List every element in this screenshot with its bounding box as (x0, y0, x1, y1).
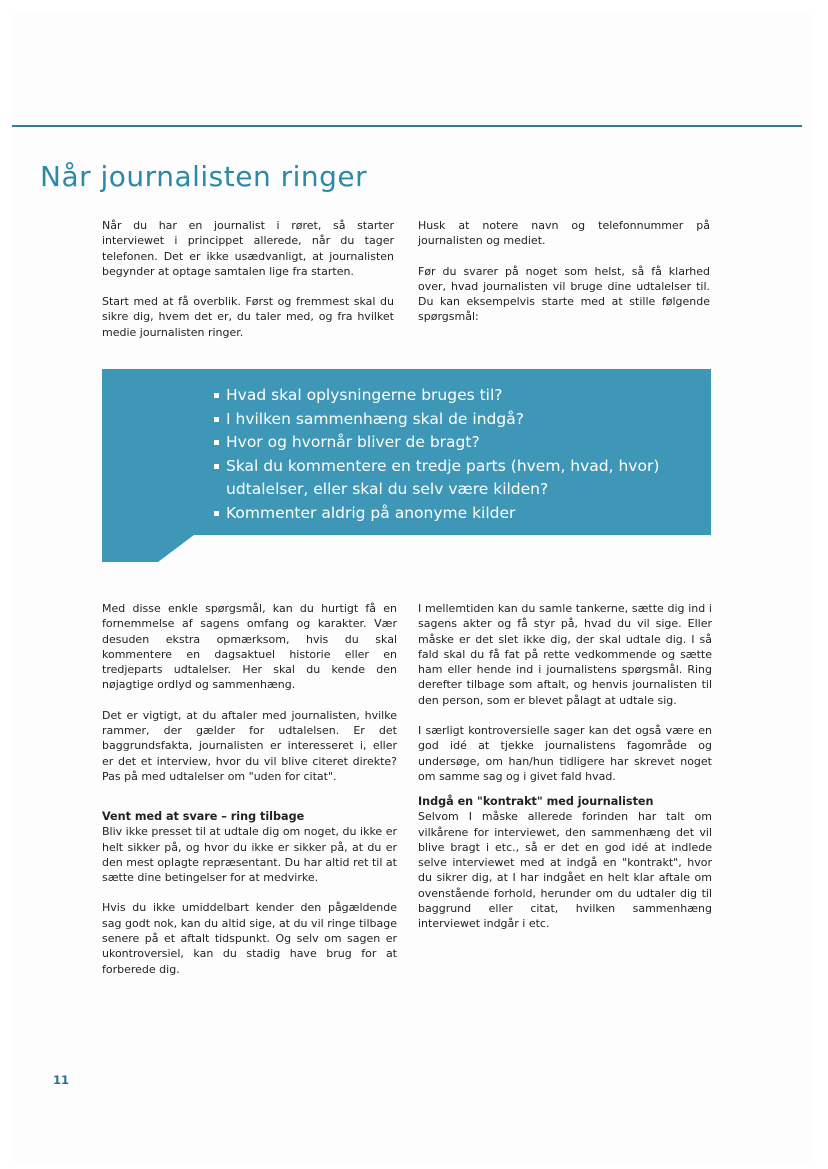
paragraph: I mellemtiden kan du samle tankerne, sætte dig ind i sagens akter og få styr på, hvad du vil sige. Eller måske er det slet ikke dig, der skal udtale dig. I så fald skal du få fat på rette vedkommende og sætte ham eller hende ind i journalistens spørgsmål. Ring derefter tilbage som aftalt, og henvis journalisten til den person, som er blevet pålagt at udtale sig. (418, 602, 712, 707)
section-heading: Vent med at svare – ring tilbage (102, 810, 305, 824)
intro-left-column (102, 218, 394, 355)
question-list (214, 384, 704, 526)
question-item (214, 431, 704, 455)
paragraph: I særligt kontroversielle sager kan det også være en god idé at tjekke journalistens fagområde og undersøge, om han/hun tidligere har skrevet noget om samme sag og i givet fald hvad. (418, 724, 712, 783)
body-left-column (102, 601, 397, 992)
section-heading: Indgå en "kontrakt" med journalisten (418, 795, 654, 809)
question-text: I hvilken sammenhæng skal de indgå? (226, 409, 524, 428)
paragraph: Når du har en journalist i røret, så starter interviewet i princippet allerede, når du tager telefonen. Det er ikke usædvanligt, at journalisten begynder at optage samtalen lige fra starten. (102, 219, 394, 278)
questions-callout (102, 369, 711, 562)
paragraph: Før du svarer på noget som helst, så få klarhed over, hvad journalisten vil bruge dine udtalelser til. Du kan eksempelvis starte med at stille følgende spørgsmål: (418, 264, 710, 324)
paragraph: Hvis du ikke umiddelbart kender den pågældende sag godt nok, kan du altid sige, at du vil ringe tilbage senere på et aftalt tidspunkt. Og selv om sagen er ukontroversiel, kan du stadig have brug for at forberede dig. (102, 901, 397, 976)
paragraph: Husk at notere navn og telefonnummer på journalisten og mediet. (418, 219, 710, 248)
question-text: Kommenter aldrig på anonyme kilder (226, 503, 516, 522)
header-rule (12, 125, 802, 127)
question-item (214, 384, 704, 408)
paragraph: Selvom I måske allerede forinden har talt om vilkårene for interviewet, den sammenhæng det vil blive bragt i etc., så er det en god idé at indlede selve interviewet med at indgå en "kontrakt", hvor du sikrer dig, at I har indgået en helt klar aftale om ovenstående forhold, herunder om du udtaler dig til baggrund eller citat, hvilken sammenhæng interviewet indgår i etc. (418, 810, 712, 931)
intro-right-column (418, 218, 710, 340)
page-number: 11 (53, 1073, 70, 1087)
paragraph: Med disse enkle spørgsmål, kan du hurtigt få en fornemmelse af sagens omfang og karakter. Vær desuden ekstra opmærksom, hvis du skal kommentere en dagsaktuel historie eller en tredjeparts udtalelser. Her skal du kende den nøjagtige ordlyd og sammenhæng. (102, 602, 397, 692)
question-item (214, 455, 704, 502)
question-item (214, 502, 704, 526)
bullet-icon (214, 511, 219, 516)
question-item (214, 408, 704, 432)
bullet-icon (214, 440, 219, 445)
bullet-icon (214, 464, 219, 469)
bullet-icon (214, 393, 219, 398)
body-right-column (418, 601, 712, 947)
question-text: Skal du kommentere en tredje parts (hvem, hvad, hvor) udtalelser, eller skal du selv være kilden? (226, 456, 660, 499)
bullet-icon (214, 417, 219, 422)
paragraph: Det er vigtigt, at du aftaler med journalisten, hvilke rammer, der gælder for udtalelsen. Er det baggrundsfakta, journalisten er interesseret i, eller er det et interview, hvor du vil blive citeret direkte? Pas på med udtalelser om "uden for citat". (102, 708, 397, 783)
question-text: Hvor og hvornår bliver de bragt? (226, 433, 480, 452)
page-title: Når journalisten ringer (40, 160, 368, 193)
paragraph: Bliv ikke presset til at udtale dig om noget, du ikke er helt sikker på, og hvor du ikke er sikker på, at du er den mest oplagte repræsentant. Du har altid ret til at sætte dine betingelser for at medvirke. (102, 825, 397, 885)
question-text: Hvad skal oplysningerne bruges til? (226, 386, 503, 404)
paragraph: Start med at få overblik. Først og fremmest skal du sikre dig, hvem det er, du taler med, og fra hvilket medie journalisten ringer. (102, 295, 394, 339)
